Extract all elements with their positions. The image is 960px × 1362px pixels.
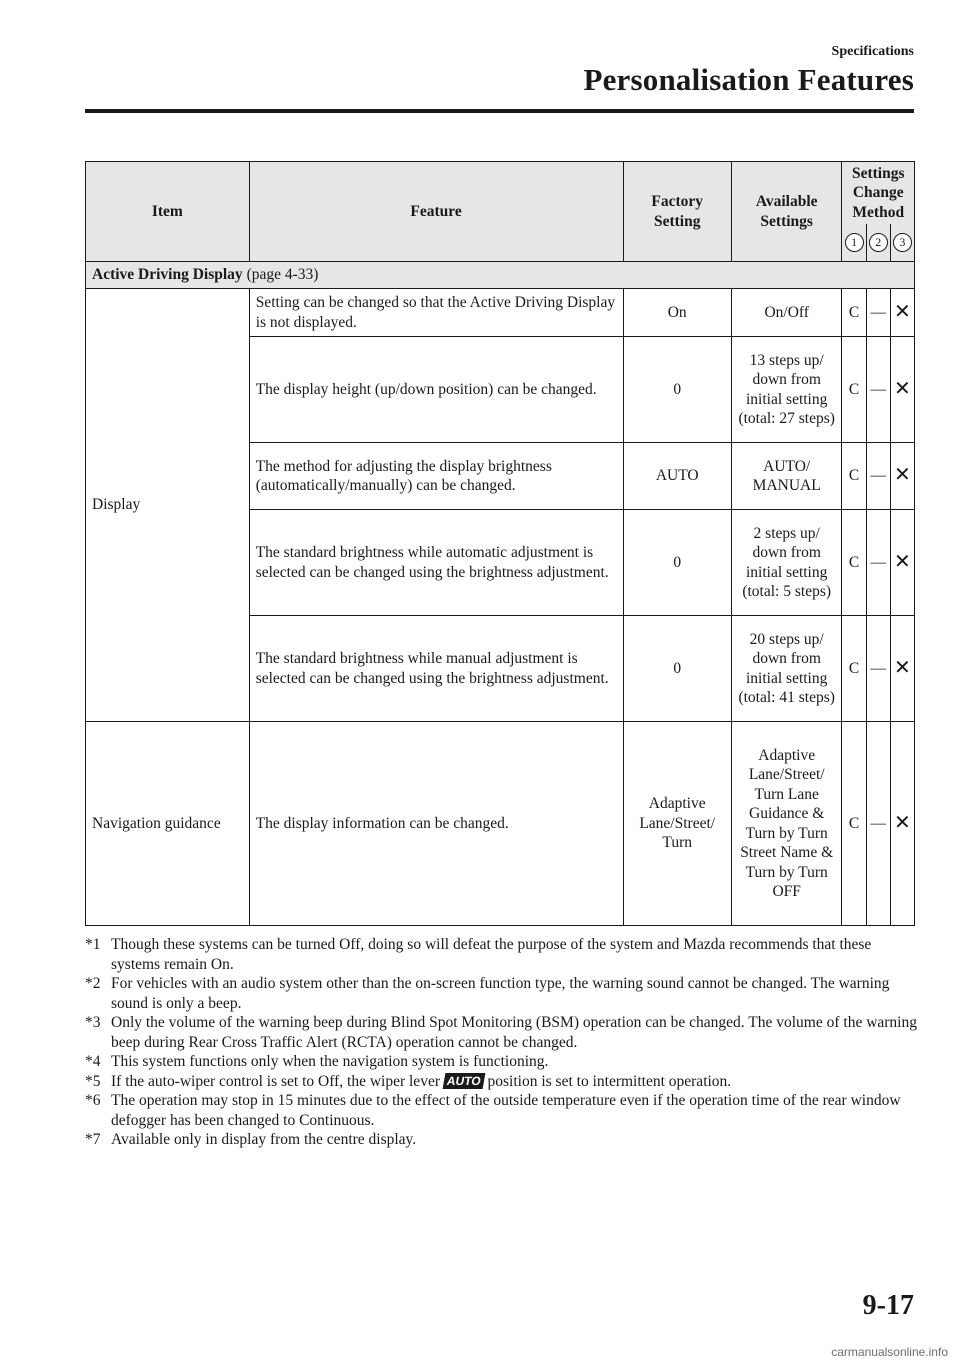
factory-cell: AUTO — [623, 443, 731, 510]
footnote: *3 Only the volume of the warning beep during Blind Spot Monitoring (BSM) operation can be changed. The volume of the warning beep during Rear Cross Traffic Alert (RCTA) operation cannot be changed. — [85, 1014, 917, 1051]
footnotes — [85, 935, 917, 1150]
factory-cell: Adaptive Lane/Street/ Turn — [623, 722, 731, 926]
factory-cell: 0 — [623, 616, 731, 722]
circled-number-1-icon: 1 — [845, 233, 864, 252]
footnote: *4 This system functions only when the navigation system is functioning. — [85, 1052, 917, 1072]
method-3-cell — [890, 289, 914, 337]
method-2-cell: — — [866, 337, 890, 443]
method-3-cell — [890, 337, 914, 443]
item-cell-navigation: Navigation guidance — [86, 722, 250, 926]
method-2-cell: — — [866, 510, 890, 616]
circled-number-2-icon: 2 — [869, 233, 888, 252]
item-cell-display: Display — [86, 289, 250, 722]
footnote: *7 Available only in display from the centre display. — [85, 1130, 917, 1150]
column-header-available-settings: Available Settings — [731, 162, 842, 262]
footnote: *2 For vehicles with an audio system other than the on-screen function type, the warning sound cannot be changed. The warning sound is only a beep. — [85, 974, 917, 1013]
column-header-item: Item — [86, 162, 250, 262]
auto-wiper-icon: AUTO — [442, 1073, 485, 1089]
cross-icon: ✕ — [894, 464, 911, 487]
method-2-cell: — — [866, 616, 890, 722]
factory-cell: 0 — [623, 337, 731, 443]
footnote-text: Available only in display from the centre display. — [111, 1131, 417, 1148]
method-2-cell: — — [866, 443, 890, 510]
section-name: Active Driving Display — [92, 266, 243, 284]
factory-cell: On — [623, 289, 731, 337]
method-1-cell: C — [842, 443, 866, 510]
method-1-cell: C — [842, 510, 866, 616]
footnote: *6 The operation may stop in 15 minutes due to the effect of the outside temperature even if the operation time of the rear window defogger has been changed to Continuous. — [85, 1091, 917, 1130]
page-number: 9-17 — [862, 1290, 914, 1321]
section-row — [86, 262, 915, 289]
cross-icon: ✕ — [894, 550, 911, 573]
cross-icon: ✕ — [894, 656, 911, 679]
footnote-text: This system functions only when the navigation system is functioning. — [111, 1053, 549, 1070]
footnote-text: Only the volume of the warning beep during Blind Spot Monitoring (BSM) operation can be changed. The volume of the warning beep during Rear Cross Traffic Alert (RCTA) operation cannot be changed. — [111, 1014, 917, 1051]
column-header-change-method: Settings Change Method — [842, 162, 915, 224]
method-1-cell: C — [842, 337, 866, 443]
cross-icon: ✕ — [894, 811, 911, 834]
footnote-text: If the auto-wiper control is set to Off, the wiper lever AUTO position is set to intermittent operation. — [111, 1072, 732, 1090]
method-1-cell: C — [842, 289, 866, 337]
available-cell: 13 steps up/ down from initial setting (total: 27 steps) — [731, 337, 842, 443]
table-header-row — [86, 162, 915, 224]
page-title: Personalisation Features — [583, 62, 914, 97]
available-cell: 2 steps up/ down from initial setting (total: 5 steps) — [731, 510, 842, 616]
section-label: Specifications — [831, 44, 914, 59]
footnote-text: For vehicles with an audio system other than the on-screen function type, the warning sound cannot be changed. The warning sound is only a beep. — [111, 975, 890, 1012]
method-3-cell — [890, 722, 914, 926]
footnote: *1 Though these systems can be turned Off, doing so will defeat the purpose of the system and Mazda recommends that these systems remain On. — [85, 935, 917, 974]
column-header-feature: Feature — [249, 162, 623, 262]
footnote-text: Though these systems can be turned Off, doing so will defeat the purpose of the system and Mazda recommends that these systems remain On. — [111, 936, 872, 973]
method-1-cell: C — [842, 722, 866, 926]
footnote: *5 If the auto-wiper control is set to Off, the wiper lever AUTO position is set to intermittent operation. — [85, 1072, 917, 1092]
table-row — [86, 722, 915, 926]
feature-cell: The standard brightness while automatic adjustment is selected can be changed using the brightness adjustment. — [249, 510, 623, 616]
method-3-cell — [890, 510, 914, 616]
feature-cell: The standard brightness while manual adjustment is selected can be changed using the brightness adjustment. — [249, 616, 623, 722]
column-header-factory-setting: Factory Setting — [623, 162, 731, 262]
available-cell: On/Off — [731, 289, 842, 337]
method-1-cell: C — [842, 616, 866, 722]
header-rule — [85, 109, 914, 113]
method-3-cell — [890, 616, 914, 722]
method-2-header — [866, 224, 890, 262]
method-2-cell: — — [866, 722, 890, 926]
cross-icon: ✕ — [894, 300, 911, 323]
feature-cell: The display information can be changed. — [249, 722, 623, 926]
table-row — [86, 289, 915, 337]
personalisation-table — [85, 161, 915, 926]
footnote-text: The operation may stop in 15 minutes due to the effect of the outside temperature even if the operation time of the rear window defogger has been changed to Continuous. — [111, 1092, 901, 1129]
method-3-cell — [890, 443, 914, 510]
feature-cell: Setting can be changed so that the Active Driving Display is not displayed. — [249, 289, 623, 337]
feature-cell: The method for adjusting the display brightness (automatically/manually) can be changed. — [249, 443, 623, 510]
factory-cell: 0 — [623, 510, 731, 616]
available-cell: 20 steps up/ down from initial setting (total: 41 steps) — [731, 616, 842, 722]
available-cell: AUTO/ MANUAL — [731, 443, 842, 510]
method-3-header — [890, 224, 914, 262]
method-1-header — [842, 224, 866, 262]
method-2-cell: — — [866, 289, 890, 337]
feature-cell: The display height (up/down position) can be changed. — [249, 337, 623, 443]
section-page-ref: (page 4-33) — [246, 266, 319, 284]
cross-icon: ✕ — [894, 377, 911, 400]
circled-number-3-icon: 3 — [893, 233, 912, 252]
available-cell: Adaptive Lane/Street/ Turn Lane Guidance & Turn by Turn Street Name & Turn by Turn OFF — [731, 722, 842, 926]
watermark: carmanualsonline.info — [831, 1345, 948, 1359]
